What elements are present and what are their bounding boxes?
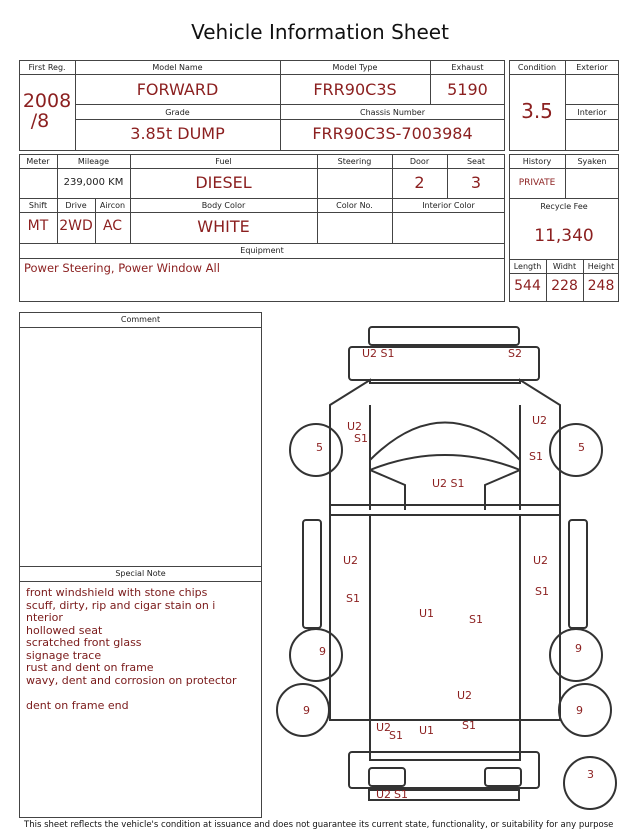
mark-bottom-s1: S1 <box>394 788 408 801</box>
condition-label: Condition <box>517 63 557 72</box>
width-value: 228 <box>551 278 578 294</box>
steering-label: Steering <box>337 157 372 166</box>
special-note-line: wavy, dent and corrosion on protector <box>26 673 237 687</box>
special-note-line: scuff, dirty, rip and cigar stain on i <box>26 598 216 612</box>
front-bumper-top <box>369 327 519 345</box>
meter-label: Meter <box>26 157 50 166</box>
mark-mid-right-s1: S1 <box>535 585 549 598</box>
mark-wheel-r2: 9 <box>576 704 583 717</box>
special-note-line: signage trace <box>26 648 102 662</box>
cargo-bed <box>330 515 560 720</box>
syaken-label: Syaken <box>577 157 607 166</box>
body-color-value: WHITE <box>197 217 250 236</box>
mark-spare-wheel: 3 <box>587 768 594 781</box>
equipment-label: Equipment <box>240 246 284 255</box>
mark-bottom-left-u2: U2 <box>376 721 392 734</box>
body-color-label: Body Color <box>201 201 246 210</box>
special-note-line: nterior <box>26 611 63 624</box>
comment-label: Comment <box>120 315 161 324</box>
seat-value: 3 <box>470 173 482 192</box>
drive-label: Drive <box>65 201 87 210</box>
history-value: PRIVATE <box>518 178 556 188</box>
mark-wheel-r1: 9 <box>575 642 582 655</box>
special-note-line: hollowed seat <box>26 623 103 637</box>
first-reg-month: /8 <box>30 110 50 132</box>
model-name-value: FORWARD <box>136 80 219 99</box>
mark-top-right: S2 <box>508 347 522 360</box>
aircon-label: Aircon <box>99 201 126 210</box>
condition-value: 3.5 <box>521 99 553 123</box>
equipment-value: Power Steering, Power Window All <box>24 261 220 275</box>
grade-value: 3.85t DUMP <box>130 124 225 143</box>
mark-right-s1: S1 <box>529 450 543 463</box>
mark-left-wheel: 5 <box>316 441 323 454</box>
mark-wheel-l2: 9 <box>303 704 310 717</box>
mark-rear-u2: U2 <box>457 689 473 702</box>
drive-value: 2WD <box>59 218 93 234</box>
mileage-label: Mileage <box>77 157 110 166</box>
chassis-value: FRR90C3S-7003984 <box>312 124 473 143</box>
rear-right-wheel-1 <box>550 629 602 681</box>
fuel-label: Fuel <box>215 157 232 166</box>
recycle-fee-label: Recycle Fee <box>540 202 588 211</box>
rear-bumper <box>349 752 539 788</box>
shift-value: MT <box>27 218 49 234</box>
exterior-label: Exterior <box>576 63 608 72</box>
special-note-line: scratched front glass <box>26 636 142 649</box>
mark-right-wheel: 5 <box>578 441 585 454</box>
aircon-value: AC <box>102 218 123 234</box>
chassis-label: Chassis Number <box>360 108 425 117</box>
interior-label: Interior <box>577 108 607 117</box>
seat-label: Seat <box>466 157 486 166</box>
mark-left-u2: U2 <box>347 420 363 433</box>
special-note-line: front windshield with stone chips <box>26 586 208 599</box>
mark-bottom-u2-s1: U2 <box>376 788 392 801</box>
mark-left-s1: S1 <box>354 432 368 445</box>
special-note-line: rust and dent on frame <box>26 661 154 674</box>
disclaimer-footer: This sheet reflects the vehicle's condition at issuance and does not guarantee its current state, functionality, or suitability for any purpose <box>24 820 614 830</box>
front-right-wheel <box>550 424 602 476</box>
mileage-value: 239,000 KM <box>63 177 124 188</box>
width-label: Widht <box>552 262 577 271</box>
length-value: 544 <box>514 278 541 294</box>
special-note-label: Special Note <box>115 569 166 578</box>
spare-wheel <box>564 757 616 809</box>
mark-bottom-right-s1: S1 <box>462 719 476 732</box>
windshield <box>370 423 520 471</box>
first-reg-label: First Reg. <box>28 63 66 72</box>
mark-mid-left-u2: U2 <box>343 554 359 567</box>
model-type-label: Model Type <box>332 63 378 72</box>
grade-label: Grade <box>165 108 190 117</box>
rear-left-wheel-1 <box>290 629 342 681</box>
height-value: 248 <box>587 278 615 294</box>
mark-mid-left-s1: S1 <box>346 592 360 605</box>
length-label: Length <box>513 262 542 271</box>
history-label: History <box>522 157 552 166</box>
first-reg-year: 2008 <box>22 90 72 112</box>
mark-mid-right-u2: U2 <box>533 554 549 567</box>
exhaust-value: 5190 <box>447 80 488 99</box>
mark-bottom-center-u1: U1 <box>419 724 435 737</box>
height-label: Height <box>587 262 615 271</box>
mark-top-left: U2 S1 <box>362 347 395 360</box>
model-name-label: Model Name <box>152 63 203 72</box>
mark-center-s1: S1 <box>469 613 483 626</box>
right-side-guard <box>569 520 587 628</box>
left-side-guard <box>303 520 321 628</box>
mark-bottom-left-s1: S1 <box>389 729 403 742</box>
shift-label: Shift <box>28 201 48 210</box>
exhaust-label: Exhaust <box>451 63 484 72</box>
color-no-label: Color No. <box>336 201 373 210</box>
mark-center-u1: U1 <box>419 607 435 620</box>
fuel-value: DIESEL <box>195 173 252 192</box>
interior-color-label: Interior Color <box>422 201 475 210</box>
mark-hood: U2 S1 <box>432 477 465 490</box>
cab-outline <box>330 380 560 515</box>
model-type-value: FRR90C3S <box>313 80 397 99</box>
mark-right-u2: U2 <box>532 414 548 427</box>
mark-wheel-l1: 9 <box>319 645 326 658</box>
rear-right-wheel-2 <box>559 684 611 736</box>
door-value: 2 <box>414 173 425 192</box>
door-label: Door <box>409 157 430 166</box>
page-title: Vehicle Information Sheet <box>191 20 449 44</box>
special-note-line: dent on frame end <box>26 698 129 712</box>
recycle-fee-value: 11,340 <box>534 226 594 246</box>
